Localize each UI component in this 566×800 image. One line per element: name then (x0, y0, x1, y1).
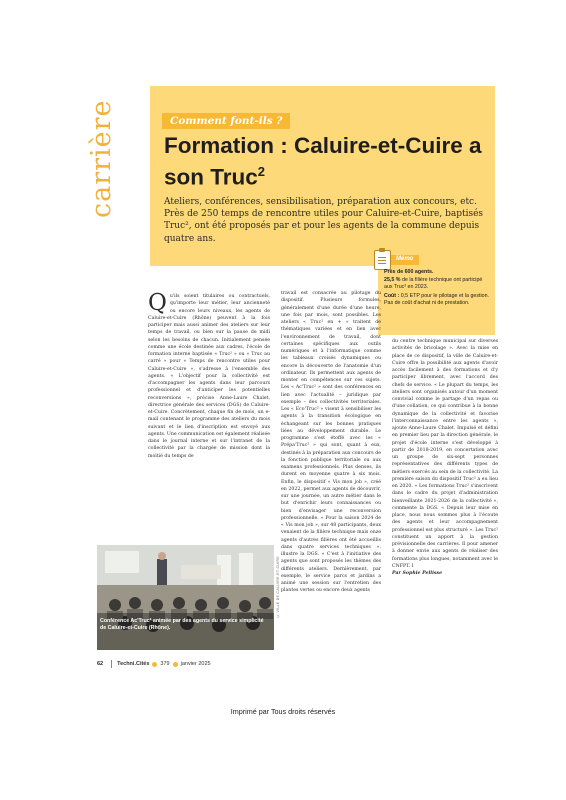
article-photo (97, 545, 274, 650)
kicker-tag: Comment font-ils ? (162, 113, 290, 129)
body-column-2: travail est consacrée au pilotage du dispositif. Plusieurs formules, généralement d'une durée d'une heure, une fois par mois, sont possibles. Les ateliers « Truc² en + » traitent de thématiques variées et en lien avec l'environnement de travail, dont certaines spécifiques aux outils numériques et à l'informatique comme les tableaux croisés dynamiques ou encore la découverte de l'anatomie d'un ordinateur. Ils permettent aux agents de monter en compétences sur ces sujets. Les « Ac'Truc² » sont des conférences en lien avec l'actualité – juridique par exemple – des collectivités territoriales. Les « Eco'Truc² » visent à sensibiliser les agents à la transition écologique en échangeant sur les bonnes pratiques liées au développement durable. Le programme s'est étoffé avec les « Prépa'Truc² » qui sont, quant à eux, destinés à la préparation aux concours de la fonction publique territoriale ou aux examens professionnels. Plus denses, ils durent en moyenne quatre à six mois. Enfin, le dispositif « Vis mon job », créé en 2022, permet aux agents de découvrir, sur une journée, un autre métier dans le but d'enrichir leurs connaissances ou bien d'envisager une reconversion professionnelle. « Pour la saison 2024 de « Vis mon job », sur 48 participants, deux venaient de la filière technique mais onze agents d'autres filières ont été accueillis dans quatre services techniques », illustre la DGS. « C'est à l'initiative des agents que sont proposés les thèmes des différents ateliers. Dernièrement, par exemple, le service parcs et jardins a animé une session sur l'entretien des plantes vertes ou encore deux agents (281, 291, 381, 594)
bullet-dot-icon (173, 662, 178, 667)
body-column-1 (148, 290, 270, 460)
clipboard-icon (374, 250, 391, 270)
issue-number: 379 (160, 661, 170, 667)
bullet-dot-icon (152, 662, 157, 667)
memo-item (384, 269, 490, 276)
memo-item (384, 277, 490, 291)
conference-photo-illustration (97, 545, 274, 650)
print-notice: Imprimé par Tous droits réservés (230, 707, 336, 716)
article-title-text: Formation : Caluire-et-Cuire a son Truc (164, 133, 482, 190)
memo-item-strong: Près de 600 agents. (384, 269, 434, 275)
memo-item-text: 0,5 ETP pour le pilotage et la gestion. Pas de coût d'achat ni de prestation. (384, 292, 490, 306)
issue-date: janvier 2025 (180, 661, 211, 667)
drop-cap: Q (148, 290, 167, 316)
article-lede: Ateliers, conférences, sensibilisation, préparation aux concours, etc. Près de 250 temps de rencontre utiles pour Caluire-et-Cuire, baptisés Truc², ont été proposés par et pour les agents de la commune depuis quatre ans. (164, 197, 484, 244)
photo-credit: © VILLE DE CALUIRE-ET-CUIRE (276, 556, 280, 619)
section-label: carrière (86, 99, 117, 218)
body-column-1-text: u'ils soient titulaires ou contractuels, qu'importe leur métier, leur ancienneté ou encore leurs niveaux, les agents de Caluire-et-Cuire (Rhône) peuvent à la fois participer mais aussi animer des ateliers sur leur temps de travail, ou bien sur la pause de midi selon les besoins de chacun. Initialement pensée comme une école destinée aux cadres, l'école de formation interne baptisée « Truc² » ou « Truc au carré » pour « Temps de rencontre utiles pour Caluire-et-Cuire », s'adresse à l'ensemble des agents. « L'objectif pour la collectivité est d'accompagner les agents dans leur parcours professionnel et d'anticiper les potentielles reconversions », précise Anne-Laure Chalet, directrice générale des services (DGS) de Caluire-et-Cuire. Concrètement, chaque fin de mois, un e-mail contenant le programme des ateliers du mois suivant et le lien d'inscription est envoyé aux agents. Une communication est également réalisée dans le journal interne et sur l'intranet de la collectivité par la chargée de mission dont la moitié du temps de (148, 294, 270, 459)
byline: Par Sophie Pellisse (392, 571, 443, 576)
memo-item (384, 293, 490, 307)
memo-item-strong: 25,5 % (384, 277, 401, 284)
page-footer (97, 660, 211, 668)
memo-item-strong: Coût : (384, 292, 400, 299)
article-title-superscript: 2 (257, 164, 266, 179)
memo-box (378, 256, 495, 335)
body-column-3 (392, 338, 498, 577)
page-number: 62 (97, 661, 104, 667)
article-title (164, 133, 484, 191)
body-column-3-text: du centre technique municipal sur diverses activités de bricolage ». Avec la mise en place de ce dispositif, la ville de Caluire-et-Cuire offre la possibilité aux agents d'avoir accès facilement à des formations et d'y participer librement, avec l'accord des chefs de service. « Le plupart du temps, les ateliers sont organisés autour d'un moment convivial comme le partage d'un repas ou d'une collation, ce qui contribue à la bonne dynamique de la collectivité et favorise l'interconnaissance entre les agents », ajoute Anne-Laure Chalet. Impulsé et défini en premier lieu par la direction générale, le projet d'école interne s'est développé à partir de 2018-2019, en concertation avec un groupe de six-sept personnes représentatives des différents types de métiers exercés au sein de la collectivité. La première saison du dispositif Truc² a eu lieu en 2020. « Les formations Truc² s'inscrivent dans le cadre du projet d'administration bienveillante 2021-2026 de la collectivité », commente la DGS. « Depuis leur mise en place, nous nous sommes plus à l'écoute des agents et leur accompagnement professionnel est plus structuré ». Les Truc² constituent un apport à la gestion prévisionnelle des carrières. Il pour amener à donner envie aux agents de réaliser des formations plus longues, notamment avec le CNFPT. I (392, 339, 498, 569)
memo-header (374, 250, 419, 270)
footer-divider (111, 660, 112, 668)
photo-caption: Conférence Ac'Truc² animée par des agents du service simplicité de Caluire-et-Cuire (Rhône). (100, 618, 264, 631)
memo-list (384, 269, 490, 308)
memo-label: Mémo (390, 255, 419, 264)
memo-item-text: de la filière technique ont participé aux Truc² en 2023. (384, 277, 483, 291)
publication-name: Techni.Cités (117, 661, 150, 667)
